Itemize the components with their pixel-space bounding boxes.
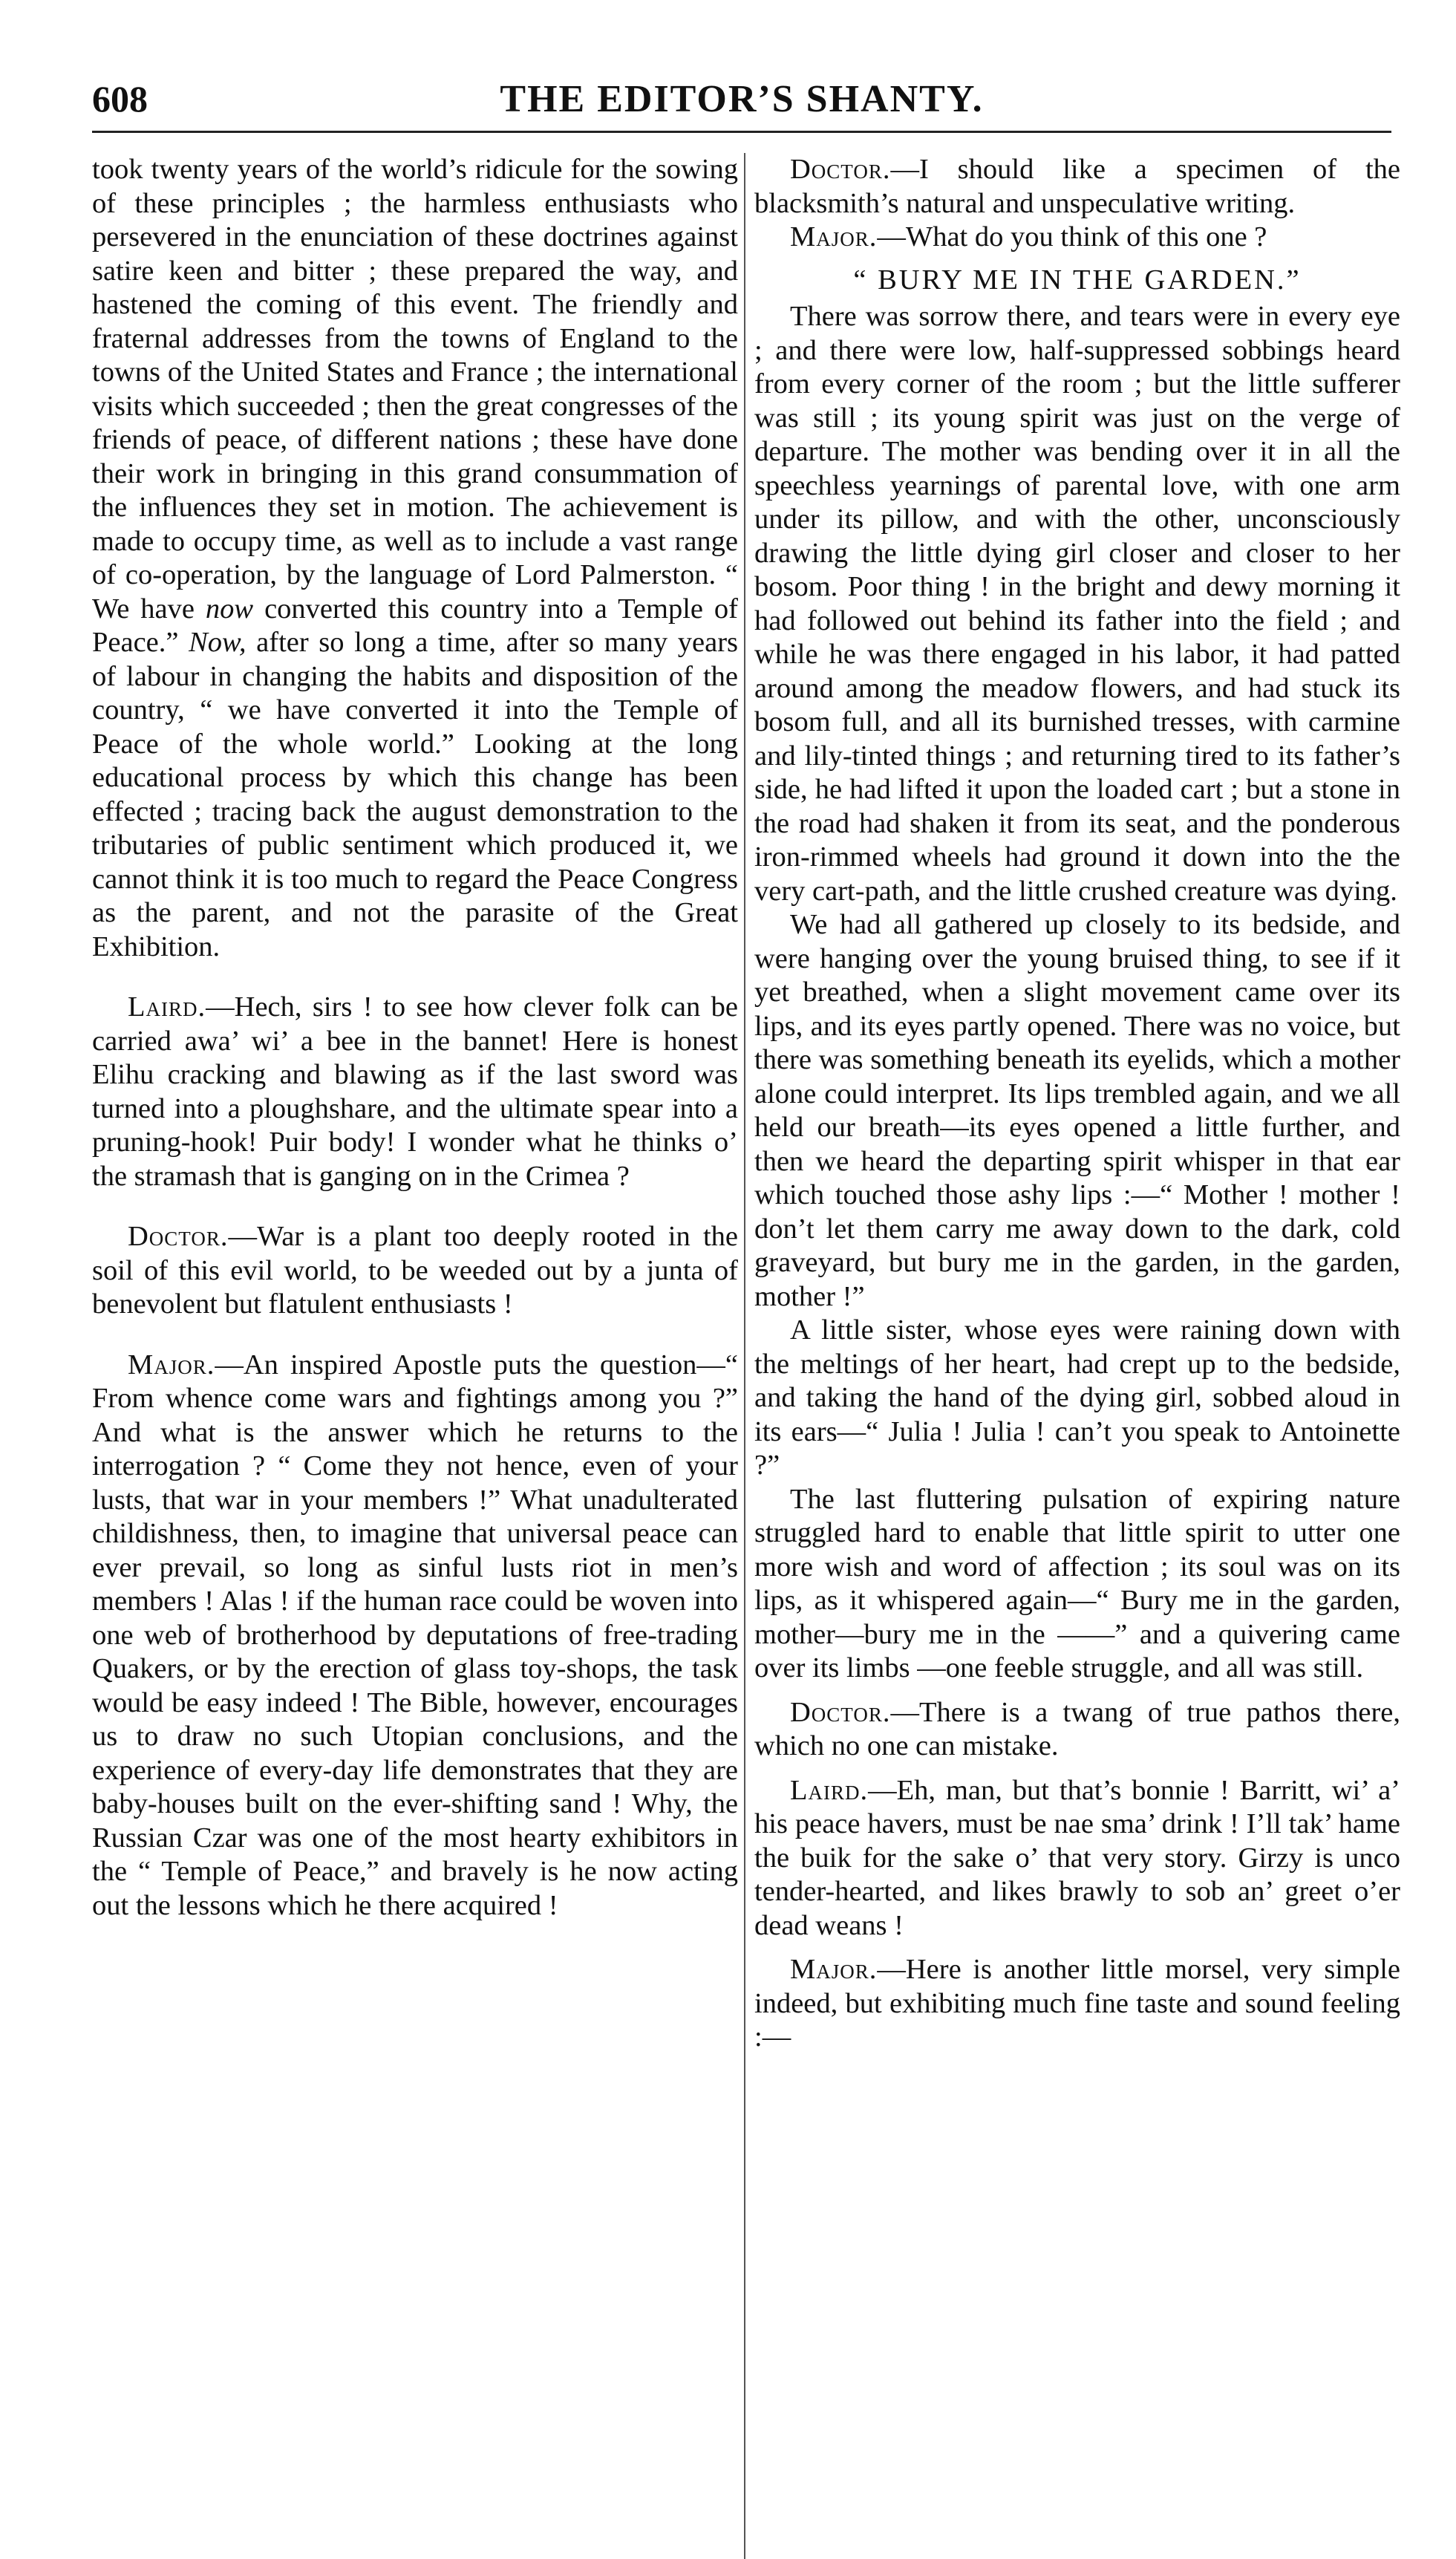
doctor-speech: Doctor.—War is a plant too deeply rooted in the soil of this evil world, to be weeded out by a junta of benevolent but flatulent enthusiasts ! [92, 1221, 738, 1320]
laird-speech: Laird.—Eh, man, but that’s bonnie ! Barritt, wi’ a’ his peace havers, must be nae sma’ drink ! I’ll tak’ hame the buik for the sake o’ that very story. Girzy is unco tender-hearted, and likes brawly to sob an’ greet o’er dead weans ! [754, 1774, 1400, 1941]
speaker-label: Doctor. [790, 1696, 891, 1728]
speaker-label: Major. [790, 1954, 878, 1985]
story-paragraph: A little sister, whose eyes were raining down with the meltings of her heart, had crept up to the bedside, and taking the hand of the dying girl, sobbed aloud in its ears—“ Julia ! Julia ! can’t you speak to Antoinette ?” [754, 1314, 1400, 1481]
doctor-speech: Doctor.—I should like a specimen of the blacksmith’s natural and unspeculative writing. [754, 154, 1400, 219]
speaker-label: Laird. [790, 1774, 869, 1806]
continuation-paragraph: took twenty years of the world’s ridicule for the sowing of these principles ; the harmless enthusiasts who persevered in the enunciation of these doctrines against satire keen and bitter ; these prepared the way, and hastened the coming of this event. The friendly and fraternal addresses from the towns of England to the towns of the United States and France ; the international visits which succeeded ; then the great congresses of the friends of peace, of different nations ; these have done their work in bringing in this grand consummation of the influences they set in motion. The achievement is made to occupy time, as well as to include a vast range of co-operation, by the language of Lord Palmerston. “ We have now converted this country into a Temple of Peace.” Now, after so long a time, after so many years of labour in changing the habits and disposition of the country, “ we have converted it into the Temple of Peace of the whole world.” Looking at the long educational process by which this change has been effected ; tracing back the august demonstration to the tributaries of public sentiment which produced it, we cannot think it is too much to regard the Peace Congress as the parent, and not the parasite of the Great Exhibition. [92, 154, 739, 962]
speaker-label: Doctor. [790, 154, 891, 185]
column-rule [744, 153, 745, 2559]
emphasis-now-2: Now, [189, 627, 247, 658]
speaker-label: Doctor. [128, 1221, 229, 1252]
story-paragraph: The last fluttering pulsation of expiring nature struggled hard to enable that little spirit to utter one more wish and word of affection ; its soul was on its lips, as it whispered again—“ Bury me in the garden, mother—bury me in the ——” and a quivering came over its limbs —one feeble struggle, and all was still. [754, 1483, 1400, 1683]
right-column [754, 153, 1400, 2055]
emphasis-now: now [205, 593, 254, 625]
story-paragraph: We had all gathered up closely to its bedside, and were hanging over the young bruised thing, to see if it yet breathed, when a slight movement came over its lips, and its eyes partly opened. There was no voice, but there was something beneath its eyelids, which a mother alone could interpret. Its lips trembled again, and we all held our breath—its eyes opened a little further, and then we heard the departing spirit whisper in that ear which touched those ashy lips :—“ Mother ! mother ! don’t let them carry me away down to the dark, cold graveyard, but bury me in the garden, in the garden, mother !” [754, 909, 1400, 1312]
left-column [92, 153, 738, 1923]
running-header [92, 71, 1391, 133]
story-paragraph: There was sorrow there, and tears were in every eye ; and there were low, half-suppressed sobbings heard from every corner of the room ; but the little sufferer was still ; its young spirit was just on the verge of departure. The mother was bending over it in all the speechless yearnings of parental love, with one arm under its pillow, and with the other, unconsciously drawing the little dying girl closer and closer to her bosom. Poor thing ! in the bright and dewy morning it had followed out behind its father into the field ; and while he was there engaged in his labor, it had patted around among the meadow flowers, and had stuck its bosom full, and all its burnished tresses, with carmine and lily-tinted things ; and returning tired to its father’s side, he had lifted it upon the loaded cart ; but a stone in the road had shaken it from its seat, and the ponderous iron-rimmed wheels had ground it down into the the very cart-path, and the little crushed creature was dying. [754, 301, 1400, 907]
doctor-speech: Doctor.—There is a twang of true pathos there, which no one can mistake. [754, 1696, 1400, 1761]
major-speech: Major.—Here is another little morsel, very simple indeed, but exhibiting much fine taste and sound feeling :— [754, 1954, 1400, 2053]
major-speech: Major.—An inspired Apostle puts the question—“ From whence come wars and fightings among you ?” And what is the answer which he returns to the interrogation ? “ Come they not hence, even of your lusts, that war in your members !” What unadulterated childishness, then, to imagine that universal peace can ever prevail, so long as sinful lusts riot in men’s members ! Alas ! if the human race could be woven into one web of brotherhood by deputations of free-trading Quakers, or by the erection of glass toy-shops, the task would be easy indeed ! The Bible, however, encourages us to draw no such Utopian conclusions, and the experience of every-day life demonstrates that they are baby-houses built on the ever-shifting sand ! Why, the Russian Czar was one of the most hearty exhibitors in the “ Temple of Peace,” and bravely is he now acting out the lessons which he there acquired ! [92, 1349, 738, 1921]
speaker-label: Major. [128, 1349, 215, 1380]
laird-speech: Laird.—Hech, sirs ! to see how clever folk can be carried awa’ wi’ a bee in the bannet! Here is honest Elihu cracking and blawing as if the last sword was turned into a ploughshare, and the ultimate spear into a pruning-hook! Puir body! I wonder what he thinks o’ the stramash that is ganging on in the Crimea ? [92, 991, 738, 1192]
running-title: THE EDITOR’S SHANTY. [500, 78, 984, 120]
speaker-label: Laird. [128, 991, 206, 1023]
major-speech: Major.—What do you think of this one ? [790, 221, 1267, 252]
speaker-label: Major. [790, 221, 878, 252]
page-number: 608 [92, 78, 148, 120]
story-heading: “ BURY ME IN THE GARDEN.” [853, 264, 1302, 296]
